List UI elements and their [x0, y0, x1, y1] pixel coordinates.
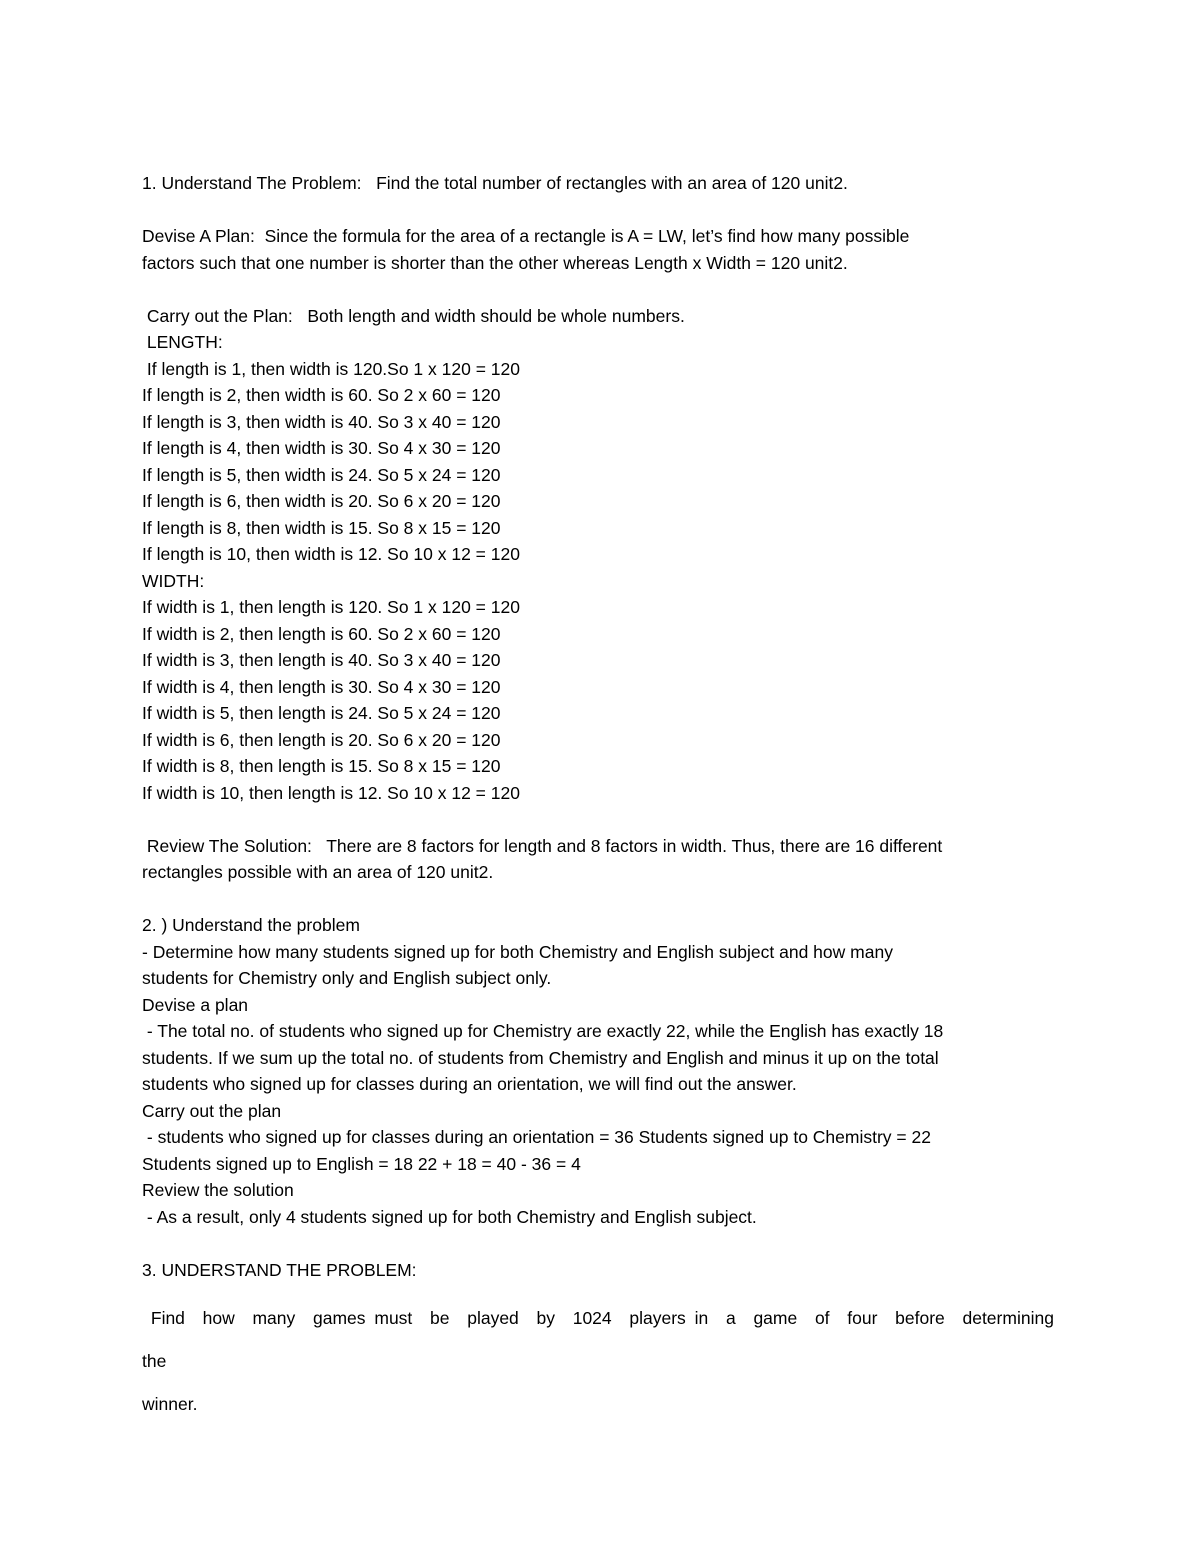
spacer	[142, 806, 1062, 833]
length-line: If length is 10, then width is 12. So 10 x 12 = 120	[142, 544, 520, 564]
problem3-text-line-2: winner.	[142, 1394, 198, 1414]
problem1-review-line-2: rectangles possible with an area of 120 unit2.	[142, 862, 494, 882]
spacer	[142, 886, 1062, 913]
problem3-text-line-1: Find how many games must be played by 1024 players in a game of four before determining the	[142, 1308, 1063, 1371]
document-body	[142, 170, 1062, 1426]
width-line: If width is 3, then length is 40. So 3 x 40 = 120	[142, 650, 501, 670]
length-line: If length is 1, then width is 120.So 1 x 120 = 120	[142, 358, 520, 379]
width-line: If width is 1, then length is 120. So 1 x 120 = 120	[142, 597, 520, 617]
width-line: If width is 5, then length is 24. So 5 x 24 = 120	[142, 703, 501, 723]
width-line: If width is 10, then length is 12. So 10 x 12 = 120	[142, 782, 520, 803]
length-line: If length is 8, then width is 15. So 8 x 15 = 120	[142, 517, 501, 538]
width-line: If width is 2, then length is 60. So 2 x 60 = 120	[142, 623, 501, 644]
length-line: If length is 4, then width is 30. So 4 x 30 = 120	[142, 438, 501, 458]
problem2-review-heading: Review the solution	[142, 1180, 294, 1200]
length-line: If length is 2, then width is 60. So 2 x 60 = 120	[142, 385, 501, 405]
length-heading: LENGTH:	[142, 332, 223, 352]
width-line: If width is 8, then length is 15. So 8 x 15 = 120	[142, 756, 501, 776]
width-heading: WIDTH:	[142, 570, 205, 591]
problem1-understand: 1. Understand The Problem: Find the total number of rectangles with an area of 120 unit2.	[142, 173, 848, 193]
problem2-carry-line-2: Students signed up to English = 18 22 + 18 = 40 - 36 = 4	[142, 1153, 581, 1174]
spacer	[142, 276, 1062, 303]
problem2-plan-heading: Devise a plan	[142, 994, 249, 1015]
problem2-plan-line-3: students who signed up for classes during an orientation, we will find out the answer.	[142, 1074, 797, 1094]
spacer	[142, 197, 1062, 224]
problem3-understand-heading: 3. UNDERSTAND THE PROBLEM:	[142, 1259, 417, 1280]
problem2-understand-line-1: - Determine how many students signed up for both Chemistry and English subject and how many	[142, 941, 893, 962]
problem2-carry-heading: Carry out the plan	[142, 1100, 282, 1121]
length-line: If length is 3, then width is 40. So 3 x 40 = 120	[142, 411, 501, 432]
problem1-plan-line-2: factors such that one number is shorter than the other whereas Length x Width = 120 unit2.	[142, 252, 848, 273]
width-line: If width is 6, then length is 20. So 6 x 20 = 120	[142, 729, 501, 750]
problem2-understand-line-2: students for Chemistry only and English subject only.	[142, 968, 552, 988]
problem2-understand-heading: 2. ) Understand the problem	[142, 915, 360, 935]
problem2-carry-line-1: - students who signed up for classes during an orientation = 36 Students signed up to Chemistry = 22	[142, 1127, 931, 1147]
length-line: If length is 5, then width is 24. So 5 x 24 = 120	[142, 464, 501, 485]
width-line: If width is 4, then length is 30. So 4 x 30 = 120	[142, 676, 501, 697]
spacer	[142, 1230, 1062, 1257]
problem2-plan-line-1: - The total no. of students who signed up for Chemistry are exactly 22, while the English has exactly 18	[142, 1021, 944, 1041]
length-line: If length is 6, then width is 20. So 6 x 20 = 120	[142, 491, 501, 511]
problem2-plan-line-2: students. If we sum up the total no. of students from Chemistry and English and minus it up on the total	[142, 1047, 939, 1068]
problem1-carry: Carry out the Plan: Both length and width should be whole numbers.	[142, 305, 685, 326]
problem1-plan-line-1: Devise A Plan: Since the formula for the area of a rectangle is A = LW, let’s find how many possible	[142, 226, 910, 246]
spacer	[142, 1283, 1062, 1297]
problem2-review-line-1: - As a result, only 4 students signed up for both Chemistry and English subject.	[142, 1206, 757, 1227]
problem1-review-line-1: Review The Solution: There are 8 factors for length and 8 factors in width. Thus, there are 16 different	[142, 835, 943, 856]
